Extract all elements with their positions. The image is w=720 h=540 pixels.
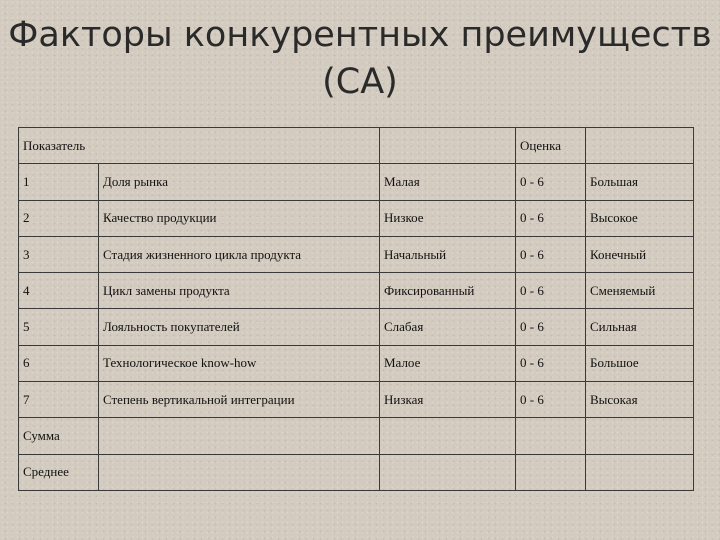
- sum-label: Сумма: [19, 418, 99, 454]
- row-low-value: Слабая: [380, 309, 516, 345]
- row-low-value: Низкое: [380, 200, 516, 236]
- table-row: [19, 164, 694, 200]
- average-cell-high: [586, 454, 694, 490]
- row-low-value: Низкая: [380, 382, 516, 418]
- sum-cell-factor: [99, 418, 380, 454]
- row-low-value: Малое: [380, 345, 516, 381]
- header-empty-3: [586, 128, 694, 164]
- header-empty-1: [99, 128, 380, 164]
- header-empty-2: [380, 128, 516, 164]
- row-number: 1: [19, 164, 99, 200]
- slide-title: [0, 12, 720, 106]
- row-range: 0 - 6: [516, 164, 586, 200]
- row-factor: Цикл замены продукта: [99, 273, 380, 309]
- row-factor: Степень вертикальной интеграции: [99, 382, 380, 418]
- row-high-value: Сменяемый: [586, 273, 694, 309]
- row-factor: Качество продукции: [99, 200, 380, 236]
- row-number: 2: [19, 200, 99, 236]
- title-line-1: Факторы конкурентных преимуществ: [8, 15, 712, 55]
- row-factor: Технологическое know-how: [99, 345, 380, 381]
- header-score: Оценка: [516, 128, 586, 164]
- table-row: [19, 273, 694, 309]
- average-label: Среднее: [19, 454, 99, 490]
- row-range: 0 - 6: [516, 236, 586, 272]
- sum-row: [19, 418, 694, 454]
- table-row: [19, 236, 694, 272]
- average-cell-factor: [99, 454, 380, 490]
- row-high-value: Высокое: [586, 200, 694, 236]
- table-row: [19, 200, 694, 236]
- row-factor: Доля рынка: [99, 164, 380, 200]
- row-high-value: Большое: [586, 345, 694, 381]
- row-range: 0 - 6: [516, 309, 586, 345]
- row-range: 0 - 6: [516, 382, 586, 418]
- average-cell-low: [380, 454, 516, 490]
- sum-cell-low: [380, 418, 516, 454]
- row-range: 0 - 6: [516, 273, 586, 309]
- table-header-row: [19, 128, 694, 164]
- table-row: [19, 382, 694, 418]
- sum-cell-high: [586, 418, 694, 454]
- average-cell-range: [516, 454, 586, 490]
- table-row: [19, 345, 694, 381]
- row-low-value: Фиксированный: [380, 273, 516, 309]
- row-number: 3: [19, 236, 99, 272]
- row-high-value: Высокая: [586, 382, 694, 418]
- row-range: 0 - 6: [516, 200, 586, 236]
- row-number: 4: [19, 273, 99, 309]
- row-number: 6: [19, 345, 99, 381]
- factors-table: [18, 127, 694, 491]
- row-high-value: Сильная: [586, 309, 694, 345]
- row-high-value: Большая: [586, 164, 694, 200]
- row-number: 7: [19, 382, 99, 418]
- sum-cell-range: [516, 418, 586, 454]
- header-indicator: Показатель: [19, 128, 99, 164]
- table-row: [19, 309, 694, 345]
- row-low-value: Малая: [380, 164, 516, 200]
- row-factor: Лояльность покупателей: [99, 309, 380, 345]
- average-row: [19, 454, 694, 490]
- row-high-value: Конечный: [586, 236, 694, 272]
- row-low-value: Начальный: [380, 236, 516, 272]
- row-factor: Стадия жизненного цикла продукта: [99, 236, 380, 272]
- title-line-2: (CA): [322, 62, 398, 102]
- row-number: 5: [19, 309, 99, 345]
- row-range: 0 - 6: [516, 345, 586, 381]
